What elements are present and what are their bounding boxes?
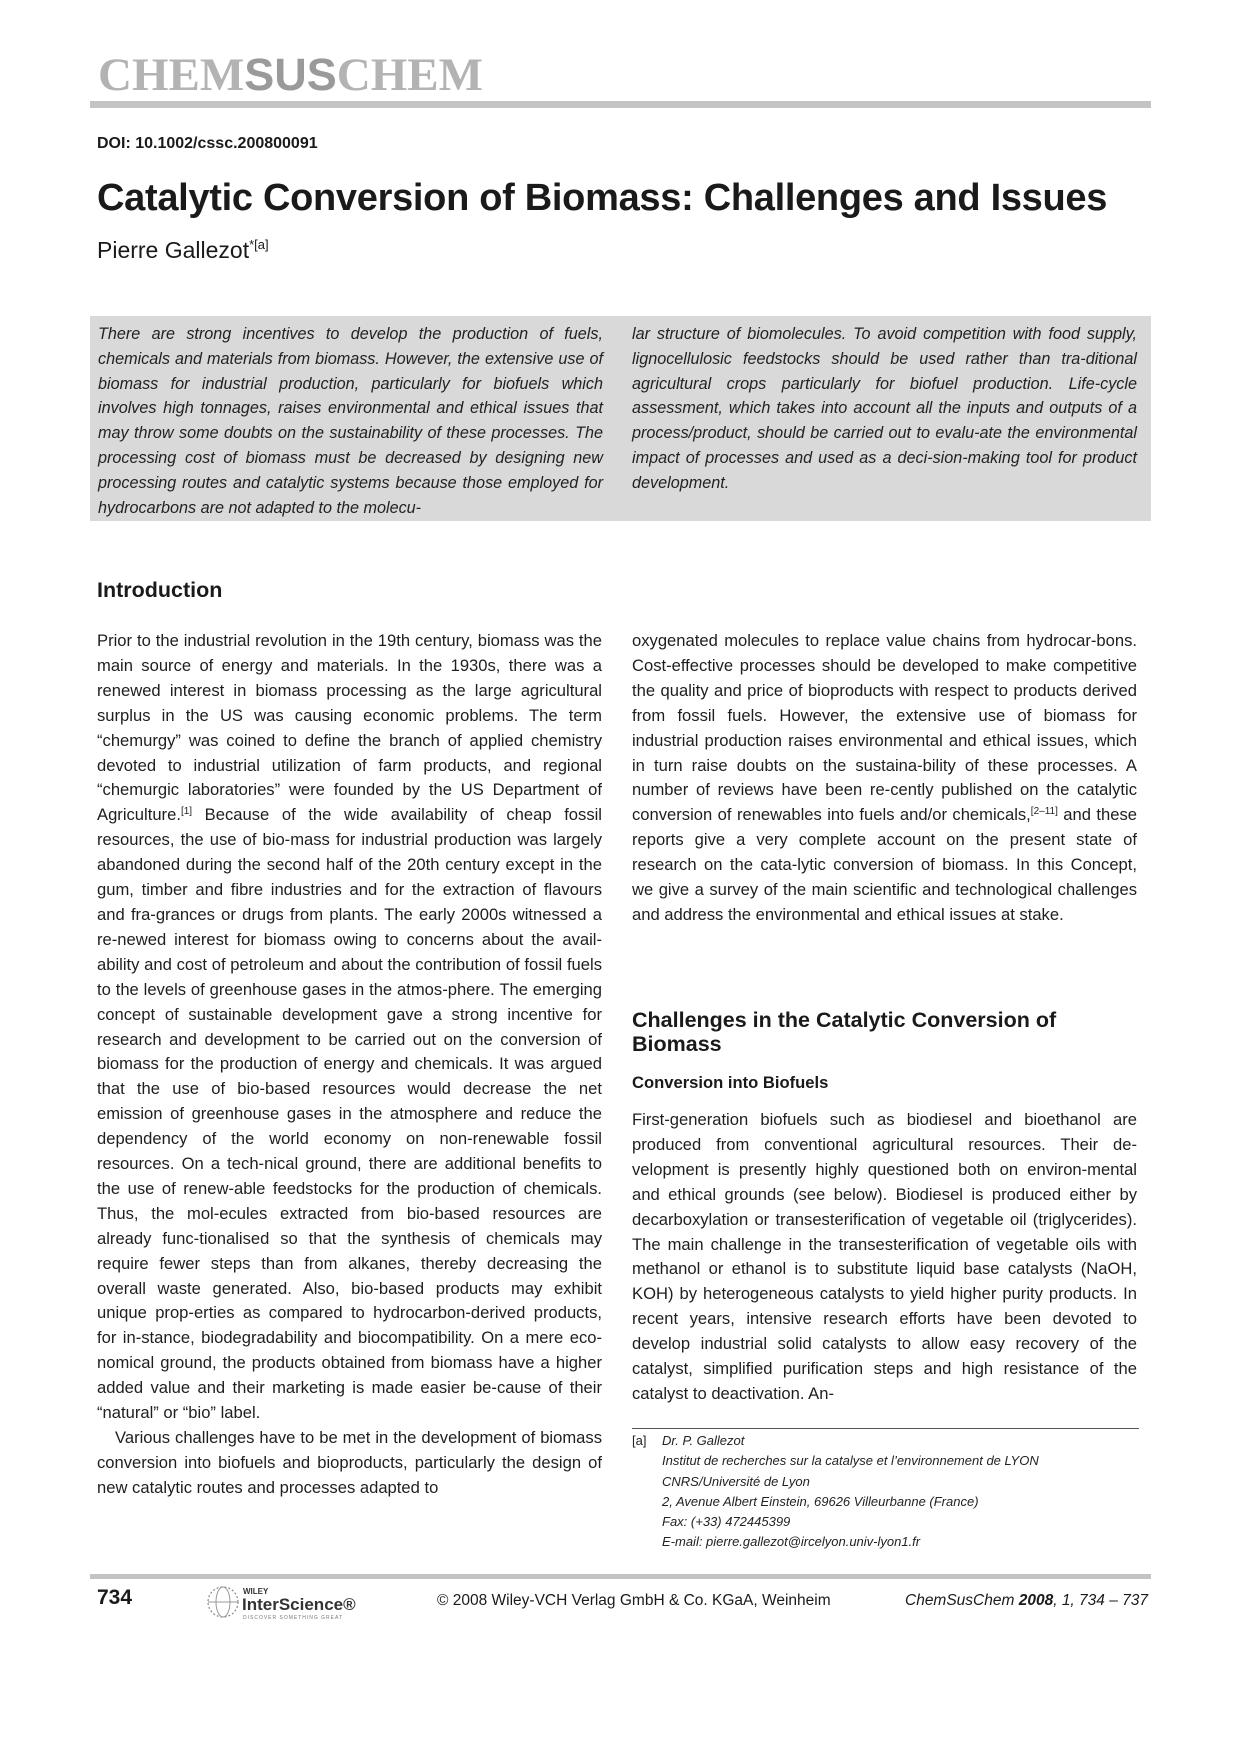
citation-year: 2008	[1018, 1592, 1054, 1609]
citation-ref-1: [1]	[180, 806, 193, 818]
footnote-line: Fax: (+33) 472445399	[662, 1514, 791, 1530]
intro-paragraph-1	[97, 629, 602, 1426]
footer-rule	[90, 1574, 1151, 1579]
challenges-heading: Challenges in the Catalytic Conversion of Biomass	[632, 1008, 1057, 1056]
citation-journal: ChemSusChem	[905, 1592, 1019, 1609]
intro-p3-text-a: oxygenated molecules to replace value chains from hydrocar-bons. Cost-effective processes should be developed to make competitive the quality and price of bioproducts with respect to products derived from fossil fuels. However, the extensive use of biomass for industrial production raises environmental and ethical issues, which in turn raise doubts on the sustaina-bility of these processes. A number of reviews have been re-cently published on the catalytic conversion of renewables into fuels and/or chemicals,	[632, 631, 1137, 825]
intro-paragraph-3	[632, 629, 1137, 928]
abstract-left-column: There are strong incentives to develop the production of fuels, chemicals and materials from biomass. However, the extensive use of biomass for industrial production, particularly for biofuels which involves high tonnages, raises environmental and ethical issues that may throw some doubts on the sustainability of these processes. The processing cost of biomass must be decreased by designing new processing routes and catalytic systems because those employed for hydrocarbons are not adapted to the molecu-	[98, 325, 603, 517]
masthead-part-2: SUS	[244, 49, 337, 100]
logo-wiley-text: WILEY	[243, 1587, 269, 1596]
author-name: Pierre Gallezot	[97, 237, 250, 263]
introduction-heading: Introduction	[97, 578, 223, 602]
doi: DOI: 10.1002/cssc.200800091	[97, 135, 318, 152]
journal-masthead	[98, 49, 483, 101]
citation-volume-pages: , 1, 734 – 737	[1053, 1592, 1149, 1609]
author-marker: *[a]	[249, 237, 269, 252]
interscience-logo	[205, 1583, 385, 1621]
header-rule	[90, 101, 1151, 108]
footnote-mark: [a]	[632, 1433, 647, 1448]
right-column-intro	[632, 629, 1137, 928]
page-number: 734	[97, 1586, 133, 1609]
biofuels-subheading: Conversion into Biofuels	[632, 1073, 829, 1092]
biofuels-paragraph: First-generation biofuels such as biodiesel and bioethanol are produced from conventional agricultural resources. Their de-velopment is presently highly questioned both on environ-mental and ethical grounds (see below). Biodiesel is produced either by decarboxylation or transesterification of vegetable oil (triglycerides). The main challenge in the transesterification of vegetable oils with methanol or ethanol is to substitute liquid base catalysts (NaOH, KOH) by heterogeneous catalysts to yield higher purity products. In recent years, intensive research efforts have been devoted to develop industrial solid catalysts to allow easy recovery of the catalyst, simplified purification steps and high resistance of the catalyst to deactivation. An-	[632, 1110, 1137, 1403]
footnote-line: Dr. P. Gallezot	[662, 1433, 745, 1448]
masthead-part-1: CHEM	[98, 49, 245, 101]
globe-icon	[208, 1587, 238, 1617]
article-title: Catalytic Conversion of Biomass: Challenges and Issues	[97, 177, 1108, 219]
intro-p1-text-a: Prior to the industrial revolution in the 19th century, biomass was the main source of energy and materials. In the 1930s, there was a renewed interest in biomass processing as the large agricultural surplus in the US was causing economic problems. The term “chemurgy” was coined to define the branch of applied chemistry devoted to industrial utilization of farm products, and regional “chemurgic laboratories” were founded by the US Department of Agriculture.	[97, 631, 602, 825]
citation-ref-2-11: [2–11]	[1030, 806, 1058, 818]
journal-citation	[905, 1592, 1148, 1610]
left-column	[97, 629, 602, 1501]
footnote-rule	[632, 1428, 1139, 1429]
intro-p1-text-b: Because of the wide availability of cheap fossil resources, the use of bio-mass for industrial production was largely abandoned during the second half of the 20th century except in the gum, timber and fibre industries and for the extraction of flavours and fra-grances or drugs from plants. The early 2000s witnessed a re-newed interest for biomass owing to concerns about the avail-ability and cost of petroleum and about the contribution of fossil fuels to the levels of greenhouse gases in the atmos-phere. The emerging concept of sustainable development gave a strong incentive for research and development to be carried out on the conversion of biomass for the production of energy and chemicals. It was argued that the use of bio-based resources would decrease the net emission of greenhouse gases in the atmosphere and reduce the dependency of the world economy on non-renewable fossil resources. On a tech-nical ground, there are additional benefits to the use of renew-able feedstocks for the production of chemicals. Thus, the mol-ecules extracted from bio-based resources are already func-tionalised so that the synthesis of chemicals may require fewer steps than from alkanes, thereby decreasing the overall waste generated. Also, bio-based products may exhibit unique prop-erties as compared to hydrocarbon-derived products, for in-stance, biodegradability and biocompatibility. On a mere eco-nomical ground, the products obtained from biomass have a higher added value and their marketing is made easier be-cause of their “natural” or “bio” label.	[97, 805, 602, 1423]
right-column-biofuels	[632, 1108, 1137, 1407]
author-line	[97, 237, 269, 264]
abstract-right-column: lar structure of biomolecules. To avoid competition with food supply, lignocellulosic feedstocks should be used rather than tra-ditional agricultural crops particularly for biofuel production. Life-cycle assessment, which takes into account all the inputs and outputs of a process/product, should be carried out to evalu-ate the environmental impact of processes and used as a deci-sion-making tool for product development.	[632, 325, 1137, 492]
footnote-line: CNRS/Université de Lyon	[662, 1473, 810, 1489]
logo-tagline: DISCOVER SOMETHING GREAT	[243, 1615, 344, 1621]
copyright-notice: © 2008 Wiley-VCH Verlag GmbH & Co. KGaA, Weinheim	[437, 1592, 831, 1609]
logo-interscience-text: InterScience®	[242, 1595, 356, 1614]
footnote-line: Institut de recherches sur la catalyse et l’environnement de LYON	[662, 1453, 1039, 1469]
intro-p3-text-b: and these reports give a very complete account on the present state of research on the cata-lytic conversion of biomass. In this Concept, we give a survey of the main scientific and technological challenges and address the environmental and ethical issues at stake.	[632, 805, 1138, 924]
affiliation-footnote	[632, 1431, 1142, 1553]
masthead-part-3: CHEM	[336, 49, 483, 101]
footnote-line: 2, Avenue Albert Einstein, 69626 Villeurbanne (France)	[662, 1493, 979, 1509]
intro-paragraph-2: Various challenges have to be met in the development of biomass conversion into biofuels and bioproducts, particularly the design of new catalytic routes and processes adapted to	[97, 1428, 602, 1497]
footnote-email[interactable]: E-mail: pierre.gallezot@ircelyon.univ-lyon1.fr	[662, 1534, 921, 1550]
